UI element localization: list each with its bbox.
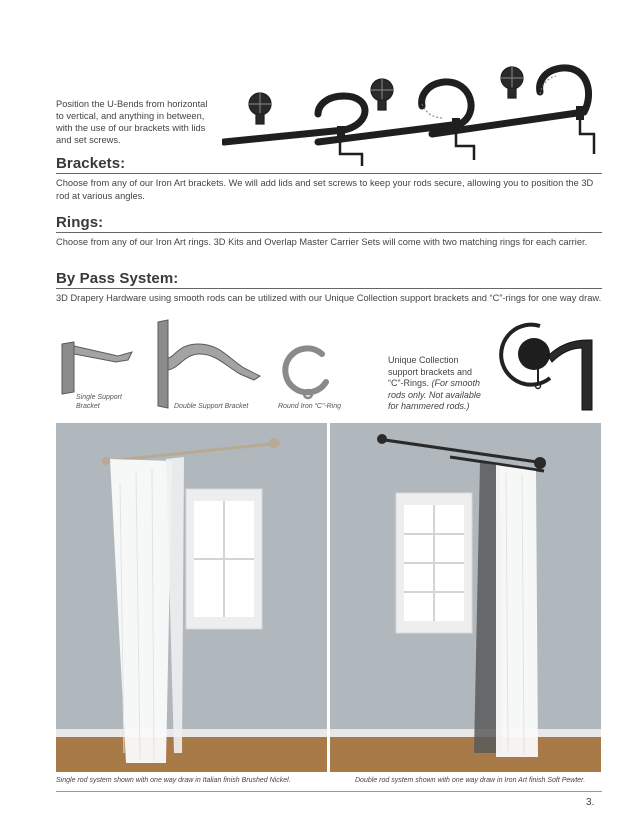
round-iron-c-ring-caption: Round Iron “C”-Ring	[278, 403, 342, 410]
unique-collection-note: Unique Collection support brackets and “C”-Rings. (For smooth rods only. Not available for hammered rods.)	[388, 355, 481, 411]
finial-1-icon	[249, 93, 271, 124]
page-number: 3.	[586, 797, 595, 808]
section-body-brackets: Choose from any of our Iron Art brackets. We will add lids and set screws to keep your rods secure, allowing you to position the 3D rod at various angles.	[56, 178, 594, 201]
section-title-rings: Rings:	[56, 214, 104, 231]
section-body-by-pass-system: 3D Drapery Hardware using smooth rods can be utilized with our Unique Collection support brackets and “C”-rings for one way draw.	[56, 293, 602, 303]
double-support-bracket-caption: Double Support Bracket	[174, 403, 249, 410]
divider-rings	[56, 232, 602, 233]
divider-by-pass-system	[56, 288, 602, 289]
right-photo-caption: Double rod system shown with one way draw in Iron Art finish Soft Pewter.	[355, 777, 586, 784]
double-rod-room-photo	[330, 423, 601, 772]
left-photo-caption: Single rod system shown with one way draw in Italian finish Brushed Nickel.	[56, 777, 291, 784]
u-bend-rod-horizontal	[224, 96, 365, 166]
divider-brackets	[56, 173, 602, 174]
finial-2-icon	[371, 79, 393, 110]
footer-divider	[56, 791, 602, 792]
section-title-brackets: Brackets:	[56, 155, 126, 172]
single-rod-room-photo	[56, 423, 327, 772]
section-title-by-pass-system: By Pass System:	[56, 270, 179, 287]
intro-paragraph: Position the U-Bends from horizontal to vertical, and anything in between, with the use of our brackets with lids and set screws.	[56, 99, 208, 145]
u-bend-rods-illustration	[222, 54, 604, 168]
single-support-bracket-caption: Single Support Bracket	[76, 394, 122, 410]
single-support-bracket-image	[56, 338, 136, 396]
finial-3-icon	[501, 67, 523, 98]
round-iron-c-ring-image	[278, 344, 338, 402]
section-body-rings: Choose from any of our Iron Art rings. 3D Kits and Overlap Master Carrier Sets will come with two matching rings for each carrier.	[56, 237, 588, 247]
unique-collection-bracket-image	[498, 322, 606, 414]
double-support-bracket-image	[156, 318, 264, 410]
